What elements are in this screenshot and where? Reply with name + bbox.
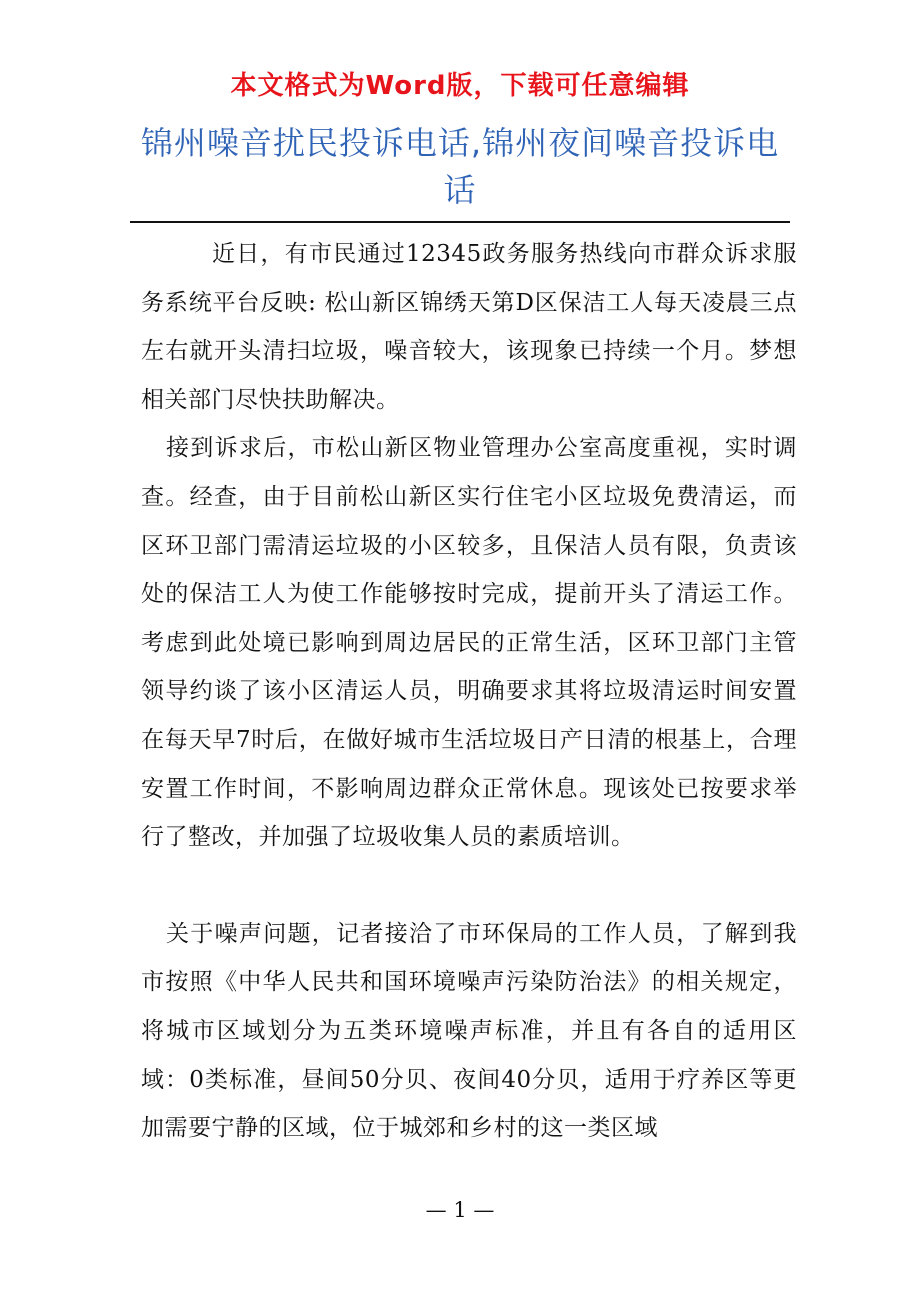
paragraph-noise-standards: 关于噪声问题，记者接洽了市环保局的工作人员，了解到我市按照《中华人民共和国环境噪声污染防治法》的相关规定，将城市区域划分为五类环境噪声标准，并且有各自的适用区域：0类标准，昼间50分贝、夜间40分贝，适用于疗养区等更加需要宁静的区域，位于城郊和乡村的这一类区域 — [141, 920, 797, 1142]
title-divider — [130, 221, 790, 223]
paragraph-investigation: 接到诉求后，市松山新区物业管理办公室高度重视，实时调查。经查，由于目前松山新区实行住宅小区垃圾免费清运，而区环卫部门需清运垃圾的小区较多，且保洁人员有限，负责该处的保洁工人为使工作能够按时完成，提前开头了清运工作。考虑到此处境已影响到周边居民的正常生活，区环卫部门主管领导约谈了该小区清运人员，明确要求其将垃圾清运时间安置在每天早7时后，在做好城市生活垃圾日产日清的根基上，合理安置工作时间，不影响周边群众正常休息。现该处已按要求举行了整改，并加强了垃圾收集人员的素质培训。 — [141, 435, 797, 851]
document-body — [141, 230, 797, 1153]
page-number: — 1 — — [425, 1198, 495, 1222]
document-title: 锦州噪音扰民投诉电话,锦州夜间噪音投诉电话 — [140, 124, 780, 209]
paragraph-gap — [141, 862, 797, 910]
format-notice: 本文格式为Word版，下载可任意编辑 — [230, 71, 690, 101]
paragraph-citizen-report: 近日，有市民通过12345政务服务热线向市群众诉求服务系统平台反映: 松山新区锦绣天第D区保洁工人每天凌晨三点左右就开头清扫垃圾，噪音较大，该现象已持续一个月。梦想相关部门尽快扶助解决。 — [141, 241, 797, 413]
